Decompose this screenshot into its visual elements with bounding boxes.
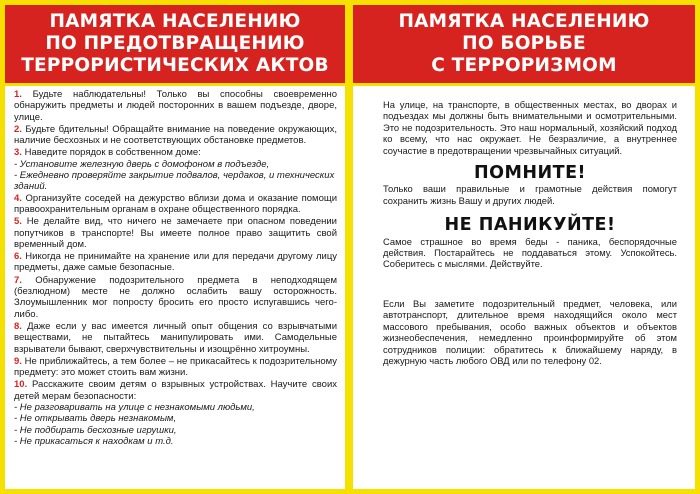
right-poster-panel — [353, 5, 695, 489]
item-number: 1. — [14, 89, 22, 100]
left-title-line-1: ПАМЯТКА НАСЕЛЕНИЮ — [49, 11, 301, 32]
item-number: 8. — [14, 320, 22, 332]
item-number: 9. — [14, 355, 22, 367]
item-text: Не делайте вид, что ничего не замечаете при опасном поведении попутчиков в транспорте! Вы имеете полное право защитить свой временный дом. — [14, 216, 337, 250]
list-item — [14, 124, 337, 147]
list-item — [14, 89, 337, 123]
right-title-line-2: ПО БОРЬБЕ — [462, 33, 586, 54]
sub-item: - Установите железную дверь с домофоном в подъезде, — [14, 158, 270, 170]
left-title-line-2: ПО ПРЕДОТВРАЩЕНИЮ — [45, 33, 305, 54]
sub-item: - Не прикасаться к находкам и т.д. — [14, 435, 174, 447]
list-item — [14, 321, 337, 355]
item-text: Расскажите своим детям о взрывных устройствах. Научите своих детей мерам безопасности: — [14, 379, 338, 402]
list-item — [14, 216, 337, 250]
item-text: Не приближайтесь, а тем более – не прикасайтесь к подозрительному предмету: это может стоить вам жизни. — [14, 355, 337, 379]
item-number: 4. — [14, 192, 22, 204]
list-item — [14, 193, 337, 216]
sub-item: - Не разговаривать на улице с незнакомыми людьми, — [14, 402, 255, 414]
panic-heading: НЕ ПАНИКУЙТЕ! — [444, 215, 616, 236]
left-title-line-3: ТЕРРОРИСТИЧЕСКИХ АКТОВ — [21, 55, 329, 76]
final-paragraph: Если Вы заметите подозрительный предмет, человека, или автотранспорт, длительное время находящийся около мест массового пребывания, особо важных объектов и объектов жизнеобеспечения, немедленно проинформируйте об этом сотрудников полиции: обратитесь к ближайшему наряду, в дежурную часть любого ОВД или по телефону 02. — [383, 297, 677, 366]
list-item — [14, 379, 337, 402]
item-number: 5. — [14, 216, 22, 228]
item-text: Даже если у вас имеется личный опыт общения со взрывчатыми веществами, не пытайтесь манипулировать ими. Самодельные взрыватели бывают, сверхчувствительны и изощрённо хитроумны. — [14, 320, 338, 355]
list-item — [14, 275, 337, 320]
right-content — [353, 89, 695, 485]
sub-item: - Не подбирать бесхозные игрушки, — [14, 424, 177, 436]
item-text: Организуйте соседей на дежурство вблизи дома и оказание помощи правоохранительным органам в охране общественного порядка. — [14, 192, 337, 215]
right-title-line-3: С ТЕРРОРИЗМОМ — [431, 55, 617, 76]
left-poster-panel — [5, 5, 345, 489]
item-text: Будьте наблюдательны! Только вы способны своевременно обнаружить предметы и людей посторонних в вашем подъезде, дворе, улице. — [14, 89, 337, 123]
sub-item: - Не открывать дверь незнакомым, — [14, 413, 177, 425]
item-number: 7. — [14, 274, 22, 286]
remember-paragraph: Только ваши правильные и грамотные действия помогут сохранить жизнь Вашу и других людей. — [383, 183, 677, 206]
item-number: 3. — [14, 147, 22, 159]
list-item — [14, 251, 337, 274]
item-text: Будьте бдительны! Обращайте внимание на поведение окружающих, наличие бесхозных и не соответствующих обстановке предметов. — [14, 123, 338, 147]
remember-heading: ПОМНИТЕ! — [473, 163, 587, 184]
left-poster-header — [5, 5, 345, 86]
item-text: Наведите порядок в собственном доме: — [24, 147, 201, 159]
intro-paragraph: На улице, на транспорте, в общественных местах, во дворах и подъездах мы должны быть внимательными и осмотрительными. Это не подозрительность. Это наш нормальный, хозяйский подход ко всему, что нас окружает. Не безразличие, а внутреннее соучастие в предотвращении чрезвычайных ситуаций. — [383, 99, 677, 156]
item-text: Никогда не принимайте на хранение или для передачи другому лицу предметы, даже самые безопасные. — [14, 251, 338, 274]
left-instructions-list — [5, 89, 345, 485]
list-item — [14, 356, 337, 379]
sub-item: - Ежедневно проверяйте закрытие подвалов, чердаков, и технических зданий. — [14, 170, 335, 193]
item-number: 6. — [14, 251, 22, 263]
panic-paragraph: Самое страшное во время беды - паника, беспорядочные действия. Постарайтесь не поддаваться этому. Успокойтесь. Соберитесь с мыслями. Действуйте. — [383, 235, 677, 270]
right-poster-header — [353, 5, 695, 86]
list-item — [14, 147, 337, 158]
right-title-line-1: ПАМЯТКА НАСЕЛЕНИЮ — [398, 11, 650, 32]
item-number: 2. — [14, 123, 22, 135]
item-text: Обнаружение подозрительного предмета в неподходящем (безлюдном) месте не должно ослабить вашу осторожность. Злоумышленник мог попросту бросить его просто испугавшись чего-либо. — [14, 274, 338, 320]
item-number: 10. — [14, 379, 28, 391]
